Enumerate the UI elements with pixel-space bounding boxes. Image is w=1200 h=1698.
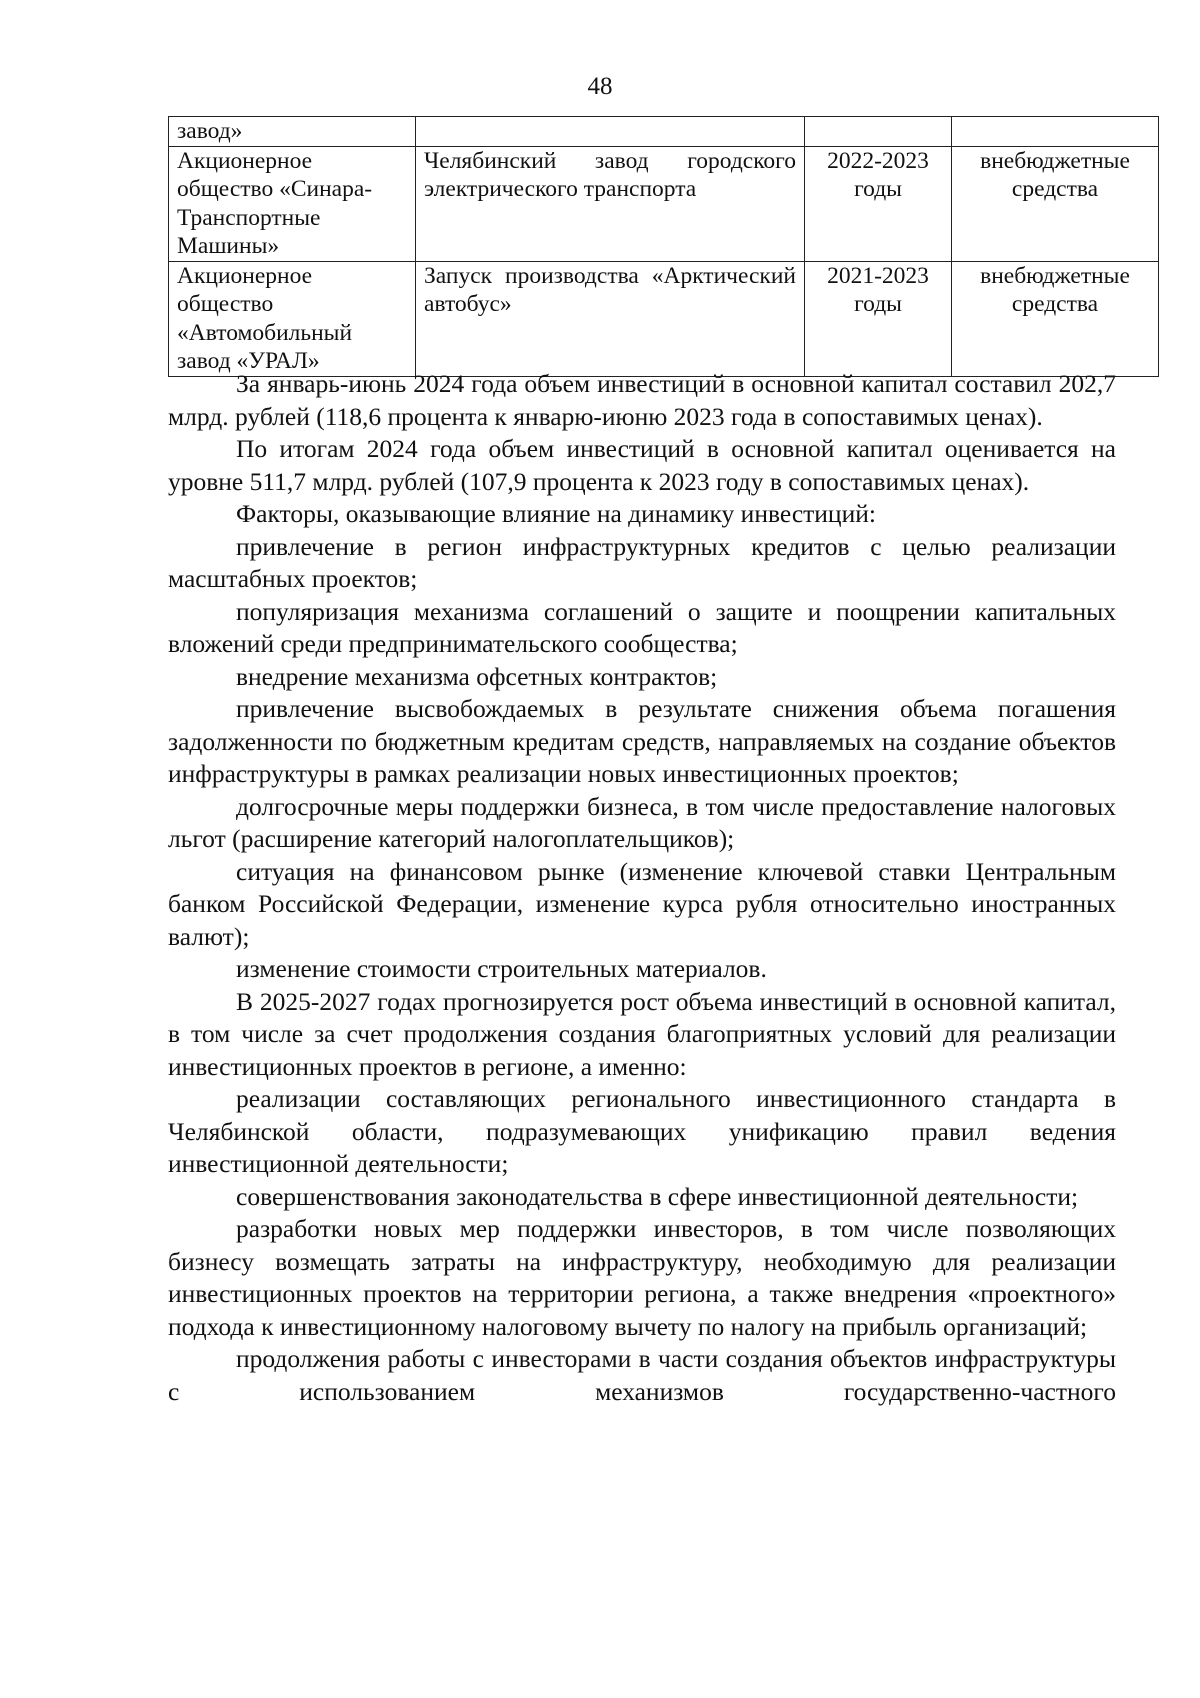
- paragraph: внедрение механизма офсетных контрактов;: [236, 661, 718, 691]
- table-row: [169, 261, 1159, 376]
- organization-cell: завод»: [169, 117, 416, 147]
- paragraph: привлечение в регион инфраструктурных кредитов с целью реализации масштабных проектов;: [168, 531, 1116, 593]
- paragraph: В 2025-2027 годах прогнозируется рост объема инвестиций в основной капитал, в том числе за счет продолжения создания благоприятных условий для реализации инвестиционных проектов в регионе, а именно:: [168, 986, 1116, 1081]
- project-cell: [416, 117, 805, 147]
- funding-cell: внебюджетные средства: [952, 261, 1159, 376]
- paragraph: Факторы, оказывающие влияние на динамику инвестиций:: [236, 499, 876, 528]
- investment-projects-table: [168, 116, 1159, 377]
- paragraph: По итогам 2024 года объем инвестиций в основной капитал оценивается на уровне 511,7 млрд. рублей (107,9 процента к 2023 году в сопоставимых ценах).: [168, 434, 1116, 496]
- paragraph: популяризация механизма соглашений о защите и поощрении капитальных вложений среди предпринимательского сообщества;: [168, 596, 1116, 658]
- table-row: [169, 117, 1159, 147]
- funding-cell: [952, 117, 1159, 147]
- funding-cell: внебюджетные средства: [952, 146, 1159, 261]
- project-cell: Челябинский завод городского электрического транспорта: [416, 146, 805, 261]
- paragraph: ситуация на финансовом рынке (изменение ключевой ставки Центральным банком Российской Федерации, изменение курса рубля относительно иностранных валют);: [168, 856, 1116, 951]
- paragraph: За январь-июнь 2024 года объем инвестиций в основной капитал составил 202,7 млрд. рублей (118,6 процента к январю-июню 2023 года в сопоставимых ценах).: [168, 369, 1116, 431]
- paragraph: изменение стоимости строительных материалов.: [236, 954, 767, 983]
- table-row: [169, 146, 1159, 261]
- paragraph: реализации составляющих регионального инвестиционного стандарта в Челябинской области, подразумевающих унификацию правил ведения инвестиционной деятельности;: [168, 1084, 1116, 1178]
- organization-cell: Акционерное общество «Автомобильный завод «УРАЛ»: [169, 261, 416, 376]
- paragraph: привлечение высвобождаемых в результате снижения объема погашения задолженности по бюджетным кредитам средств, направляемых на создание объектов инфраструктуры в рамках реализации новых инвестиционных проектов;: [168, 694, 1116, 788]
- page-number: 48: [587, 73, 613, 100]
- years-cell: 2022-2023 годы: [805, 146, 952, 261]
- paragraph: долгосрочные меры поддержки бизнеса, в том числе предоставление налоговых льгот (расширение категорий налогоплательщиков);: [168, 791, 1116, 853]
- paragraph: совершенствования законодательства в сфере инвестиционной деятельности;: [236, 1181, 1079, 1211]
- years-cell: 2021-2023 годы: [805, 261, 952, 376]
- body-text: [168, 368, 1116, 1408]
- paragraph: разработки новых мер поддержки инвесторов, в том числе позволяющих бизнесу возмещать затраты на инфраструктуру, необходимую для реализации инвестиционных проектов на территории региона, а также внедрения «проектного» подхода к инвестиционному налоговому вычету по налогу на прибыль организаций;: [168, 1214, 1116, 1341]
- paragraph: продолжения работы с инвесторами в части создания объектов инфраструктуры с использованием механизмов государственно-частного: [168, 1344, 1116, 1406]
- organization-cell: Акционерное общество «Синара-Транспортные Машины»: [169, 146, 416, 261]
- years-cell: [805, 117, 952, 147]
- project-cell: Запуск производства «Арктический автобус»: [416, 261, 805, 376]
